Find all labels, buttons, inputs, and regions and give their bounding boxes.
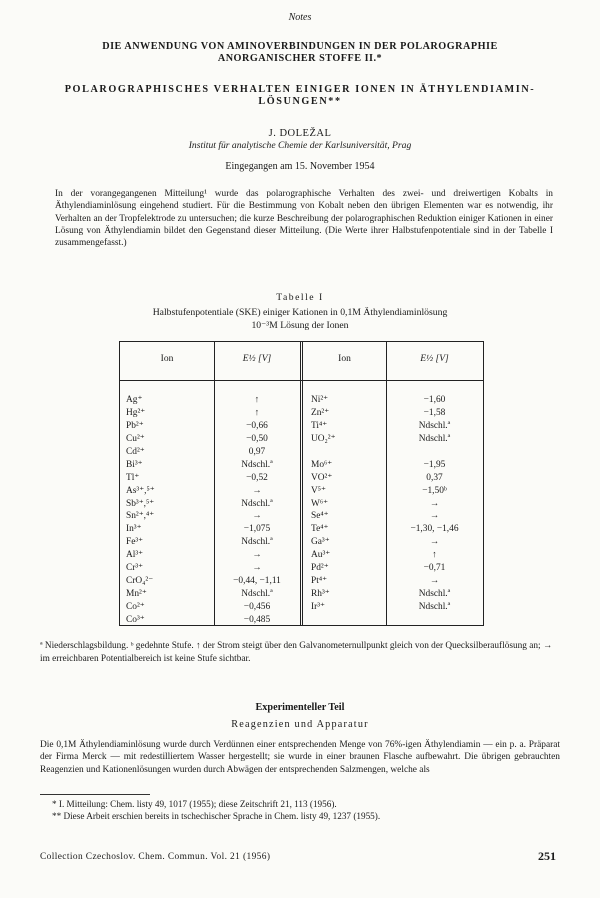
table-cell-ion: Rh³⁺ — [311, 589, 330, 600]
table-cell-value: → — [429, 537, 440, 548]
table-cell-ion: Mn²⁺ — [126, 589, 147, 600]
table-cell-ion: Cr³⁺ — [126, 563, 144, 574]
table-column-ions-right — [303, 394, 391, 627]
table-cell-value: −0,44, −1,11 — [233, 576, 281, 587]
table-cell-ion: Pd²⁺ — [311, 563, 329, 574]
table-cell-value: → — [429, 576, 440, 587]
table-cell-value: Ndschl.ª — [241, 537, 273, 548]
table-cell-ion: Bi³⁺ — [126, 459, 143, 470]
table-title: Tabelle I — [276, 292, 324, 303]
running-head: Notes — [288, 12, 312, 23]
table-cell-ion: Ir³⁺ — [311, 602, 326, 612]
table-cell-value: −1,58 — [423, 407, 446, 418]
table-cell-ion: Pt⁴⁺ — [311, 576, 328, 587]
table-cell-value: → — [252, 485, 262, 496]
paper-subtitle — [40, 84, 560, 108]
table-header-ion: Ion — [160, 354, 174, 364]
table-cell-value: → — [429, 498, 440, 509]
table-cell-ion: Ti⁴⁺ — [311, 420, 328, 431]
table-cell-value: −0,50 — [246, 433, 268, 444]
table-cell-ion: In³⁺ — [126, 524, 142, 535]
table-cell-ion: Sn²⁺,⁴⁺ — [126, 511, 155, 522]
institution: Institut für analytische Chemie der Karlsuniversität, Prag — [188, 140, 412, 151]
table-column-values-left — [214, 394, 300, 627]
table-cell-ion: Ga³⁺ — [311, 537, 330, 548]
table-header-potential: E½ [V] — [242, 354, 272, 364]
table-cell-ion: Al³⁺ — [126, 550, 144, 561]
table-cell-ion: Zn²⁺ — [311, 407, 330, 418]
table-cell-value: ↑ — [432, 550, 437, 561]
table-cell-ion: UO₂²⁺ — [311, 433, 336, 444]
table-cell-ion: V⁵⁺ — [311, 485, 326, 496]
table-header-ion: Ion — [338, 354, 351, 364]
abstract-paragraph: In der vorangegangenen Mitteilung¹ wurde das polarographische Verhalten des zwei- und dreiwertigen Kobalts in Äthylendiaminlösung eingehend studiert. Für die Bestimmung von Kobalt neben den übrigen Elementen war es notwendig, ihr Verhalten an der Tropfelektrode zu untersuchen; die kurze Beschreibung der polarographischen Reduktion einiger Kationen in einer Lösung von Äthylendiamin bildet den Gegenstand dieser Mitteilung. (Die Werte ihrer Halbstufenpotentiale sind in der Tabelle I zusammengefasst.) — [55, 189, 553, 249]
table-cell-ion — [311, 614, 391, 627]
table-cell-value: −0,456 — [243, 602, 271, 612]
table-cell-ion: Tl⁺ — [126, 472, 140, 483]
table-cell-ion: Hg²⁺ — [126, 407, 146, 418]
footnote: ** Diese Arbeit erschien bereits in tschechischer Sprache in Chem. listy 49, 1237 (1955). — [52, 811, 381, 821]
table-cell-ion: Co²⁺ — [126, 602, 145, 612]
received-date: Eingegangen am 15. November 1954 — [225, 161, 375, 172]
table-cell-value: Ndschl.ª — [241, 589, 273, 600]
table-cell-value: Ndschl.ª — [418, 589, 451, 600]
table-cell-value: ↑ — [254, 407, 260, 418]
table-cell-value: 0,97 — [248, 446, 266, 457]
table-cell-ion: Sb³⁺,⁵⁺ — [126, 498, 155, 509]
body-paragraph: Die 0,1M Äthylendiaminlösung wurde durch Verdünnen einer entsprechenden Menge von 76%-igen Äthylendiamin — ein p. a. Präparat der Firma Merck — mit redestilliertem Wasser hergestellt; sie wurde in einer braunen Flasche aufbewahrt. Die übrigen gebrauchten Reagenzien und Kationenlösungen wurden durch Abwägen der entsprechenden Salzmengen, welche als — [40, 740, 560, 775]
table-cell-value: → — [252, 563, 262, 574]
table-cell-value: Ndschl.ª — [241, 459, 273, 470]
table-cell-ion: Fe³⁺ — [126, 537, 144, 548]
table-cell-value: −1,95 — [423, 459, 446, 470]
author-name: J. DOLEŽAL — [268, 128, 332, 139]
subtitle-line: LÖSUNGEN** — [258, 96, 342, 107]
table-cell-ion: Au³⁺ — [311, 550, 331, 561]
table-cell-value: −0,485 — [243, 614, 271, 625]
page-number: 251 — [538, 849, 556, 863]
table-cell-value — [386, 614, 483, 627]
table-cell-ion: As³⁺,⁵⁺ — [126, 485, 155, 496]
table-column-ions-left — [120, 394, 210, 627]
table-cell-value — [386, 446, 483, 459]
table-cell-value: 0,37 — [426, 472, 443, 483]
footnote: * I. Mitteilung: Chem. listy 49, 1017 (1955); diese Zeitschrift 21, 113 (1956). — [52, 799, 337, 809]
table-cell-ion: Mo⁶⁺ — [311, 459, 333, 470]
table-cell-ion: Ag⁺ — [126, 395, 143, 405]
table-cell-ion: Cu²⁺ — [126, 433, 145, 444]
footnote-rule — [40, 794, 150, 795]
table-cell-value: Ndschl.ª — [418, 602, 451, 612]
table-cell-ion: W⁶⁺ — [311, 498, 329, 509]
title-line: ANORGANISCHER STOFFE II.* — [217, 53, 383, 64]
table-cell-value: Ndschl.ª — [418, 433, 451, 444]
table-cell-value: −1,30, −1,46 — [410, 524, 459, 535]
table-cell-value: −0,66 — [246, 420, 268, 431]
table-cell-value: −1,60 — [423, 395, 446, 405]
table-cell-value: ↑ — [254, 395, 260, 405]
table-cell-ion: CrO₄²⁻ — [126, 576, 154, 587]
subtitle-line: POLAROGRAPHISCHES VERHALTEN EINIGER IONEN IN ÄTHYLENDIAMIN- — [64, 84, 536, 95]
table-cell-ion: VO²⁺ — [311, 472, 333, 483]
paper-title — [40, 41, 560, 65]
table-column-values-right — [386, 394, 483, 627]
table-cell-value: → — [429, 511, 440, 522]
title-line: DIE ANWENDUNG VON AMINOVERBINDUNGEN IN DER POLAROGRAPHIE — [102, 41, 498, 52]
subsection-heading: Reagenzien und Apparatur — [231, 719, 369, 730]
table-header-potential: E½ [V] — [420, 354, 449, 364]
table-cell-value: → — [252, 511, 262, 522]
journal-footer: Collection Czechoslov. Chem. Commun. Vol. 21 (1956) — [40, 852, 271, 862]
table-cell-ion: Co³⁺ — [126, 614, 145, 625]
table-cell-ion: Se⁴⁺ — [311, 511, 329, 522]
table-cell-ion: Ni²⁺ — [311, 395, 329, 405]
data-table — [119, 341, 484, 626]
table-cell-ion: Cd²⁺ — [126, 446, 145, 457]
table-footnote: ª Niederschlagsbildung. ᵇ gedehnte Stufe. ↑ der Strom steigt über den Galvanometernullpunkt gleich von der Quecksilberauflösung an; → im erreichbaren Potentialbereich ist keine Stufe sichtbar. — [40, 641, 553, 664]
table-cell-ion: Te⁴⁺ — [311, 524, 329, 535]
table-caption-sub: 10⁻³M Lösung der Ionen — [251, 320, 349, 331]
table-cell-value: Ndschl.ª — [418, 420, 451, 431]
table-cell-ion — [311, 446, 391, 459]
table-cell-value: Ndschl.ª — [241, 498, 273, 509]
table-cell-value: −1,075 — [243, 524, 271, 535]
table-cell-value: −1,50ᵇ — [422, 485, 447, 496]
table-cell-ion: Pb²⁺ — [126, 420, 144, 431]
table-cell-value: −0,52 — [246, 472, 268, 483]
table-cell-value: → — [252, 550, 262, 561]
section-heading: Experimenteller Teil — [255, 702, 345, 713]
table-caption: Halbstufenpotentiale (SKE) einiger Kationen in 0,1M Äthylendiaminlösung — [152, 307, 448, 318]
table-cell-value: −0,71 — [423, 563, 446, 574]
